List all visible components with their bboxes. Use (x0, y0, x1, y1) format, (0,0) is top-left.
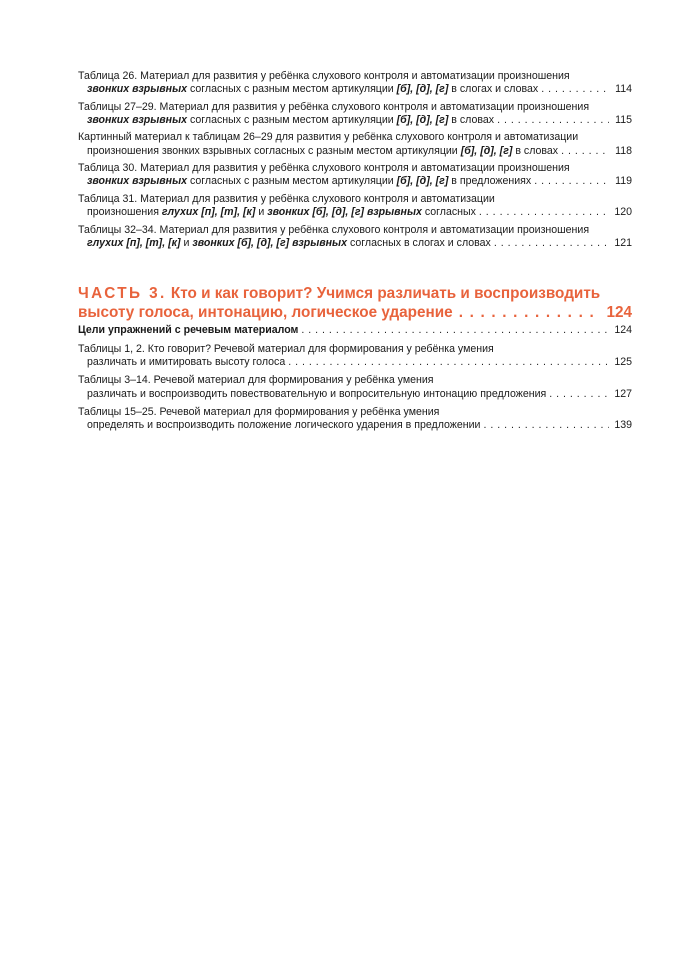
toc-page-number: 119 (615, 175, 632, 188)
toc-entry-title: Таблица 26. Материал для развития у ребёнка слухового контроля и автоматизации произношения (78, 70, 570, 82)
toc-entry[interactable] (78, 406, 632, 432)
emphasis-text: глухих [п], [т], [к] (87, 236, 181, 249)
toc-entry-goals[interactable] (78, 324, 632, 337)
part-heading-line1 (78, 284, 632, 303)
leader-dots (483, 419, 609, 432)
leader-dots (479, 206, 609, 219)
toc-entry[interactable] (78, 70, 632, 96)
plain-text: и (180, 236, 193, 249)
toc-entry-continuation (78, 83, 632, 96)
toc-page-number: 125 (614, 356, 632, 369)
leader-dots (534, 175, 609, 188)
plain-text: согласных с разным местом артикуляции (187, 175, 397, 188)
toc-entry-continuation (78, 114, 632, 127)
emphasis-text: [б], [д], [г] (460, 144, 513, 157)
toc-entry-title: Таблицы 27–29. Материал для развития у ребёнка слухового контроля и автоматизации произношения (78, 100, 590, 113)
plain-text: различать и имитировать высоту голоса (87, 356, 286, 369)
toc-entry-text (87, 206, 476, 219)
emphasis-text: [б], [д], [г] (396, 175, 449, 188)
toc-entry-continuation (78, 388, 632, 401)
toc-entry-continuation (78, 356, 632, 369)
toc-entry-title: Таблицы 15–25. Речевой материал для формирования у ребёнка умения (78, 405, 440, 418)
goals-page-number: 124 (614, 324, 632, 336)
plain-text: произношения (87, 206, 162, 219)
leader-dots (301, 324, 609, 337)
leader-dots (494, 237, 609, 250)
plain-text: согласных (421, 206, 476, 219)
emphasis-text: [б], [д], [г] (396, 113, 449, 126)
toc-entry-title: Таблица 30. Материал для развития у ребёнка слухового контроля и автоматизации произношения (78, 162, 570, 175)
part-heading-line2 (78, 303, 632, 322)
toc-entry-title: Таблицы 3–14. Речевой материал для формирования у ребёнка умения (78, 374, 434, 387)
toc-entry[interactable] (78, 162, 632, 188)
toc-entry-text (87, 175, 531, 188)
emphasis-text: звонких взрывных (87, 83, 188, 96)
emphasis-text: звонких взрывных (87, 175, 188, 188)
part-title-line1: Кто и как говорит? Учимся различать и воспроизводить (170, 285, 601, 302)
toc-page-number: 118 (615, 144, 632, 157)
toc-section-part2 (78, 70, 632, 254)
emphasis-text: звонких [б], [д], [г] взрывных (267, 206, 422, 219)
toc-entry-title: Таблица 31. Материал для развития у ребёнка слухового контроля и автоматизации (78, 192, 495, 205)
toc-entry[interactable] (78, 374, 632, 400)
plain-text: согласных с разным местом артикуляции (187, 83, 397, 96)
emphasis-text: глухих [п], [т], [к] (161, 206, 256, 219)
plain-text: в словах (512, 144, 559, 157)
toc-entry-text (87, 145, 558, 158)
toc-entry-continuation (78, 175, 632, 188)
toc-page-number: 115 (615, 113, 632, 126)
toc-entry-text (87, 388, 546, 401)
toc-entry[interactable] (78, 193, 632, 219)
part-heading (78, 284, 632, 322)
leader-dots (497, 114, 609, 127)
toc-entry-text (87, 83, 538, 96)
toc-page-number: 139 (614, 419, 632, 432)
toc-entry[interactable] (78, 101, 632, 127)
leader-dots (561, 145, 609, 158)
leader-dots (288, 356, 609, 369)
toc-page-number: 114 (615, 83, 632, 96)
toc-page-number: 127 (614, 387, 632, 400)
plain-text: и (255, 206, 268, 219)
toc-entry-title: Таблицы 1, 2. Кто говорит? Речевой материал для формирования у ребёнка умения (78, 343, 494, 355)
toc-entry-text (87, 419, 480, 432)
emphasis-text: звонких [б], [д], [г] взрывных (192, 236, 347, 249)
plain-text: согласных в слогах и словах (347, 236, 491, 249)
toc-entry-title: Таблицы 32–34. Материал для развития у ребёнка слухового контроля и автоматизации произношения (78, 223, 590, 236)
part-title-line2: высоту голоса, интонацию, логическое ударение (78, 304, 453, 321)
plain-text: произношения звонких взрывных согласных с разным местом артикуляции (87, 144, 461, 157)
leader-dots (549, 388, 609, 401)
part-page-number: 124 (606, 304, 632, 321)
toc-entry[interactable] (78, 131, 632, 157)
plain-text: в слогах и словах (448, 83, 539, 96)
toc-section-part3 (78, 343, 632, 437)
plain-text: определять и воспроизводить положение логического ударения в предложении (87, 419, 481, 432)
plain-text: в словах (448, 113, 495, 126)
goals-title: Цели упражнений с речевым материалом (78, 324, 299, 336)
toc-entry-continuation (78, 206, 632, 219)
toc-entry-text (87, 356, 285, 369)
toc-entry[interactable] (78, 343, 632, 369)
toc-entry-text (87, 237, 491, 250)
leader-dots (541, 83, 609, 96)
plain-text: различать и воспроизводить повествовательную и вопросительную интонацию предложения (87, 387, 547, 400)
toc-page-number: 120 (614, 206, 632, 219)
leader-dots (459, 303, 600, 322)
toc-entry[interactable] (78, 224, 632, 250)
emphasis-text: [б], [д], [г] (396, 83, 449, 96)
toc-entry-continuation (78, 237, 632, 250)
toc-entry-continuation (78, 145, 632, 158)
plain-text: согласных с разным местом артикуляции (187, 113, 397, 126)
part-label: ЧАСТЬ 3. (78, 285, 167, 302)
toc-page-number: 121 (614, 236, 632, 249)
toc-entry-continuation (78, 419, 632, 432)
toc-entry-text (87, 114, 494, 127)
emphasis-text: звонких взрывных (87, 113, 188, 126)
plain-text: в предложениях (448, 175, 532, 188)
toc-entry-title: Картинный материал к таблицам 26–29 для развития у ребёнка слухового контроля и автоматизации (78, 131, 579, 144)
